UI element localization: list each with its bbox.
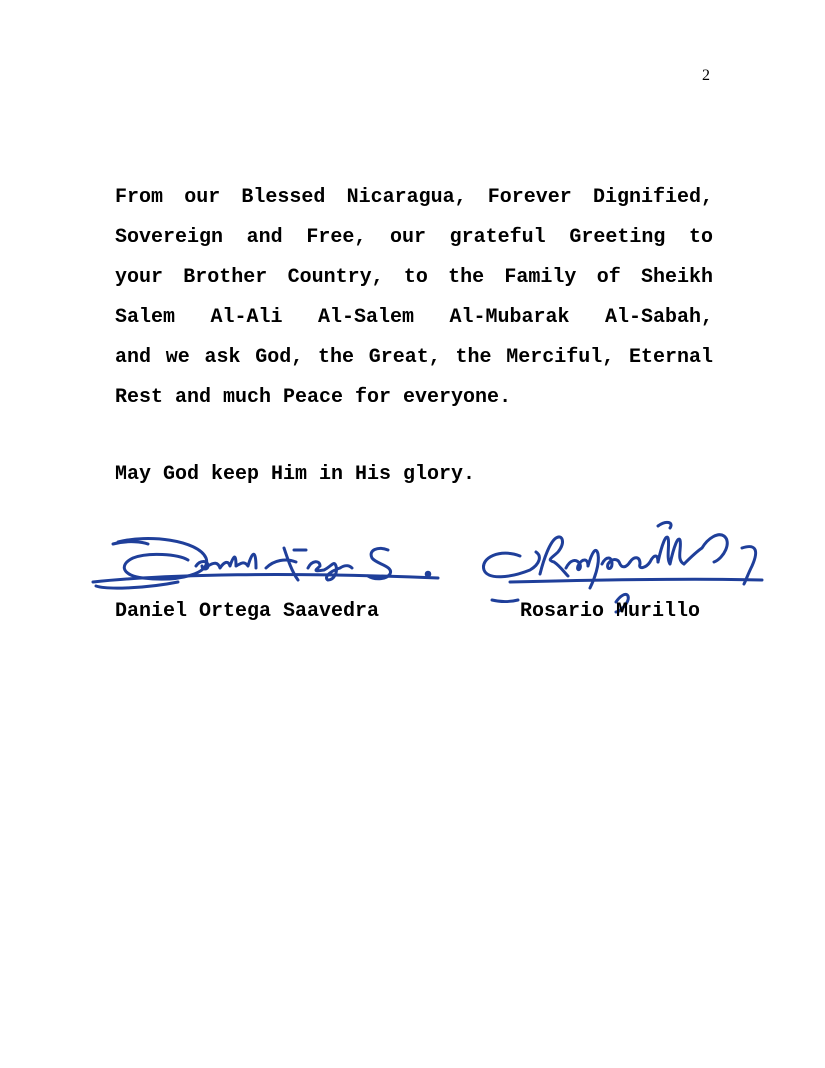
letter-body-line: Salem Al-Ali Al-Salem Al-Mubarak Al-Sabah, [115, 306, 713, 329]
closing-line: May God keep Him in His glory. [115, 463, 476, 486]
signer-name-left: Daniel Ortega Saavedra [115, 600, 380, 623]
signature-daniel-ortega [88, 520, 448, 600]
letter-body-line: From our Blessed Nicaragua, Forever Dignified, [115, 186, 713, 209]
letter-body [115, 178, 713, 418]
letter-body-line: Rest and much Peace for everyone. [115, 386, 512, 409]
letter-body-line: Sovereign and Free, our grateful Greeting to [115, 226, 713, 249]
letter-body-line: and we ask God, the Great, the Merciful, Eternal [115, 346, 713, 369]
signer-name-right: Rosario Murillo [520, 600, 701, 623]
page-number: 2 [702, 67, 710, 84]
letter-body-line: your Brother Country, to the Family of Sheikh [115, 266, 713, 289]
